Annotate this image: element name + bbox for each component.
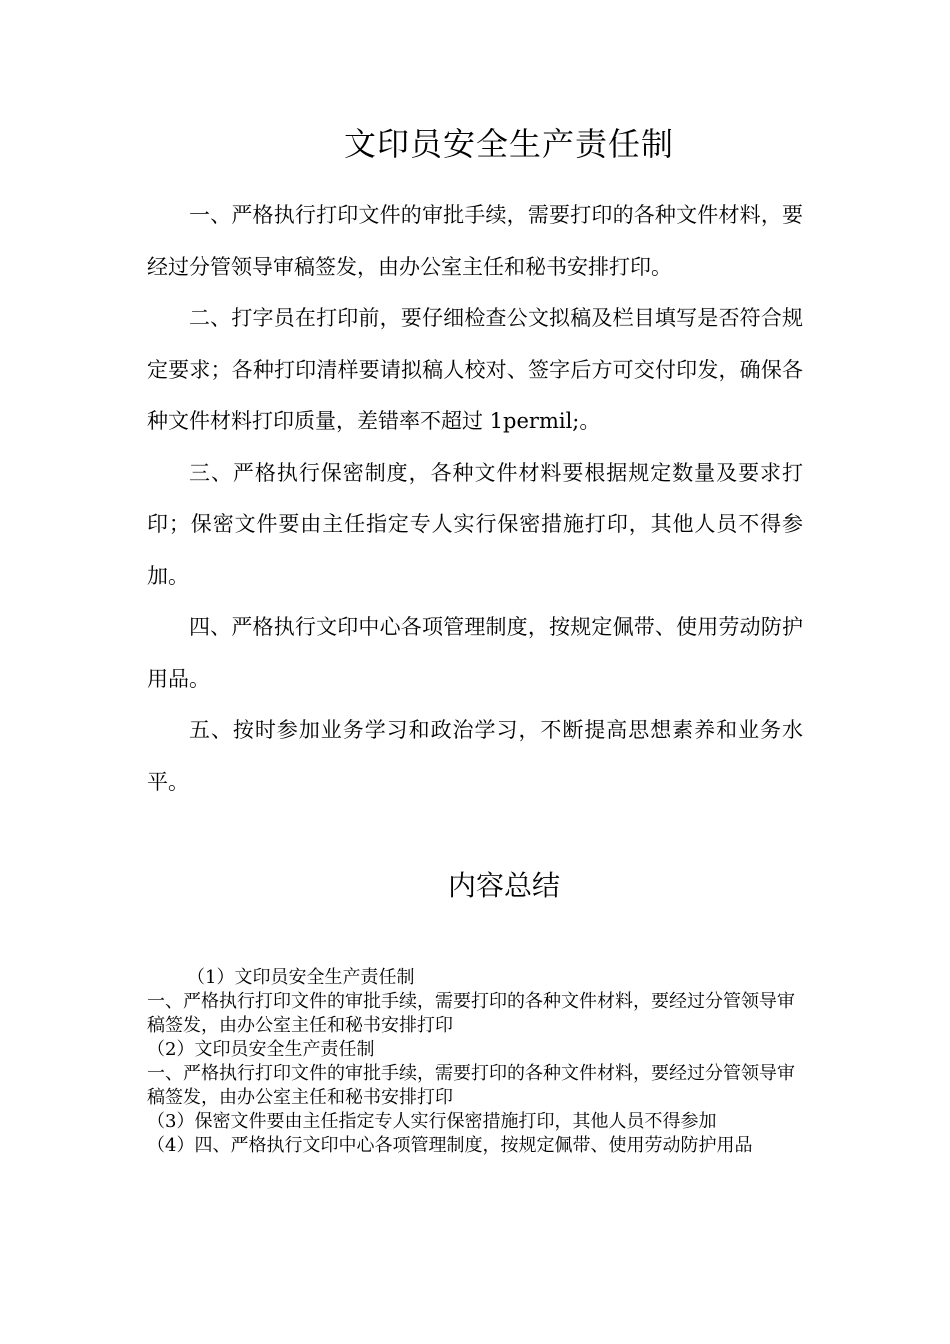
summary-item: （1）文印员安全生产责任制 [187, 967, 415, 988]
summary-item: （2）文印员安全生产责任制 [147, 1039, 375, 1060]
paragraph-5: 五、按时参加业务学习和政治学习，不断提高思想素养和业务水平。 [147, 718, 803, 794]
document-body [147, 190, 803, 808]
summary-item: 一、严格执行打印文件的审批手续，需要打印的各种文件材料，要经过分管领导审稿签发，由办公室主任和秘书安排打印 [147, 991, 795, 1036]
summary-title: 内容总结 [447, 869, 560, 902]
summary-list [147, 966, 807, 1158]
paragraph-1: 一、严格执行打印文件的审批手续，需要打印的各种文件材料，要经过分管领导审稿签发，由办公室主任和秘书安排打印。 [147, 203, 803, 279]
paragraph-2: 二、打字员在打印前，要仔细检查公文拟稿及栏目填写是否符合规定要求；各种打印清样要请拟稿人校对、签字后方可交付印发，确保各种文件材料打印质量，差错率不超过 1permil;。 [147, 306, 803, 433]
paragraph-3: 三、严格执行保密制度，各种文件材料要根据规定数量及要求打印；保密文件要由主任指定专人实行保密措施打印，其他人员不得参加。 [147, 460, 803, 588]
summary-item: （3）保密文件要由主任指定专人实行保密措施打印，其他人员不得参加 [147, 1111, 717, 1132]
paragraph-4: 四、严格执行文印中心各项管理制度，按规定佩带、使用劳动防护用品。 [147, 615, 803, 691]
summary-item: 一、严格执行打印文件的审批手续，需要打印的各种文件材料，要经过分管领导审稿签发，由办公室主任和秘书安排打印 [147, 1063, 795, 1108]
summary-item: （4）四、严格执行文印中心各项管理制度，按规定佩带、使用劳动防护用品 [147, 1135, 753, 1156]
document-title: 文印员安全生产责任制 [343, 125, 674, 163]
